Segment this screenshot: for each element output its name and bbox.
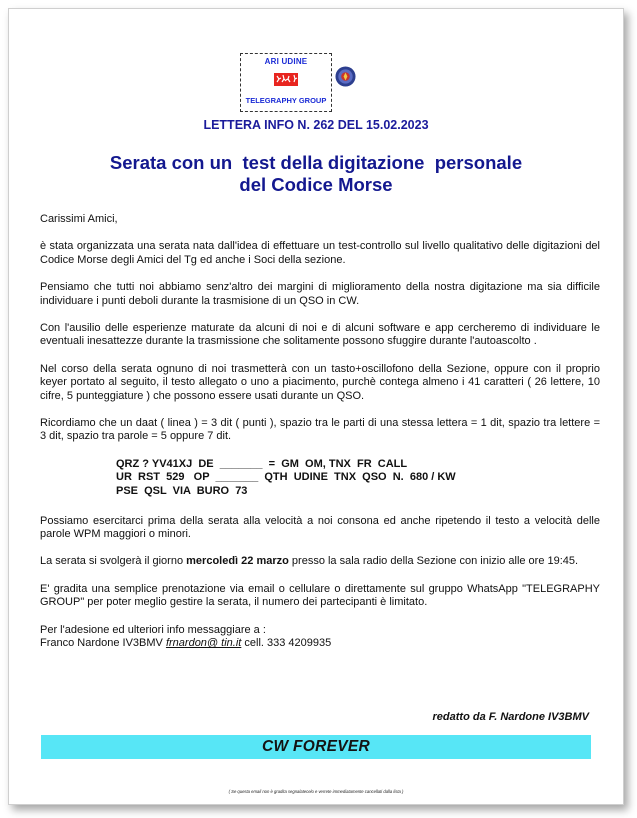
paragraph-4: Nel corso della serata ognuno di noi trasmetterà con un tasto+oscillofono della Sezione, oppure con il proprio keyer portato al seguito, il testo allegato o uno a piacimento, purchè contega almeno i 41 caratteri ( 26 lettere, 10 cifre, 5 punteggiature ) che possono essere usati durante un QSO. [40, 362, 600, 402]
contact-email-link[interactable]: frnardon@ tin.it [165, 637, 242, 650]
paragraph-5: Ricordiamo che un daat ( linea ) = 3 dit ( punti ), spazio tra le parti di una stessa lettera = 1 dit, spazio tra lettere = 3 dit, spazio tra parole = 5 oppure 7 dit. [40, 417, 600, 443]
paragraph-1: è stata organizzata una serata nata dall'idea di effettuare un test-controllo sul livello qualitativo delle digitazioni del Codice Morse degli Amici del Tg ed anche i Soci della sezione. [40, 240, 600, 266]
ari-udine-telegraphy-logo [240, 53, 332, 112]
cw-forever-banner: CW FOREVER [41, 735, 591, 759]
qso-line-1: QRZ ? YV41XJ DE _______ = GM OM, TNX FR CALL [116, 457, 408, 470]
contact-block [40, 624, 600, 651]
unsubscribe-footnote: ( Se questa email non è gradita segnalatecelo e verrete immediatamente cancellati dalla lista ) [228, 789, 404, 794]
signature-line: redatto da F. Nardone IV3BMV [432, 711, 589, 723]
qso-line-2: UR RST 529 OP _______ QTH UDINE TNX QSO N. 680 / KW [116, 471, 456, 484]
title-line-2: del Codice Morse [239, 174, 393, 195]
dancing-figures-flag-icon [273, 71, 299, 88]
p7-text-before: La serata si svolgerà il giorno [40, 555, 187, 568]
contact-cell: cell. 333 4209935 [241, 637, 332, 650]
letter-body [40, 213, 600, 665]
contact-line-1: Per l'adesione ed ulteriori info messaggiare a : [40, 623, 266, 636]
contact-name: Franco Nardone IV3BMV [40, 637, 166, 650]
greeting: Carissimi Amici, [40, 213, 118, 225]
logo-top-text: ARI UDINE [264, 57, 308, 66]
p7-text-after: presso la sala radio della Sezione con inizio alle ore 19:45. [288, 555, 579, 568]
letter-info-heading: LETTERA INFO N. 262 DEL 15.02.2023 [203, 118, 429, 132]
paragraph-2: Pensiamo che tutti noi abbiamo senz'altro dei margini di miglioramento della nostra digitazione ma sia difficile individuare i punti deboli durante la trasmisione di un QSO in CW. [40, 281, 600, 307]
qso-line-3: PSE QSL VIA BURO 73 [116, 485, 248, 498]
logo-bottom-text: TELEGRAPHY GROUP [245, 96, 327, 105]
paragraph-7 [40, 555, 600, 568]
letter-page [8, 8, 624, 805]
page-title [9, 152, 623, 196]
paragraph-8: E' gradita una semplice prenotazione via email o cellulare o direttamente sul gruppo WhatsApp "TELEGRAPHY GROUP" per poter meglio gestire la serata, il numero dei partecipanti è limitato. [40, 582, 600, 609]
paragraph-6: Possiamo esercitarci prima della serata alla velocità a noi consona ed anche ripetendo il testo a velocità delle parole WPM maggiori o minori. [40, 514, 600, 541]
ari-seal-badge-icon [335, 66, 356, 87]
paragraph-3: Con l'ausilio delle esperienze maturate da alcuni di noi e di alcuni software e app cercheremo di individuare le eventuali inesattezze durante la trasmissione che solitamente possono sfuggire durante l'autoascolto . [40, 322, 600, 348]
qso-example-block [116, 458, 600, 499]
event-date: mercoledì 22 marzo [186, 555, 289, 568]
title-line-1: Serata con un test della digitazione personale [109, 152, 523, 173]
